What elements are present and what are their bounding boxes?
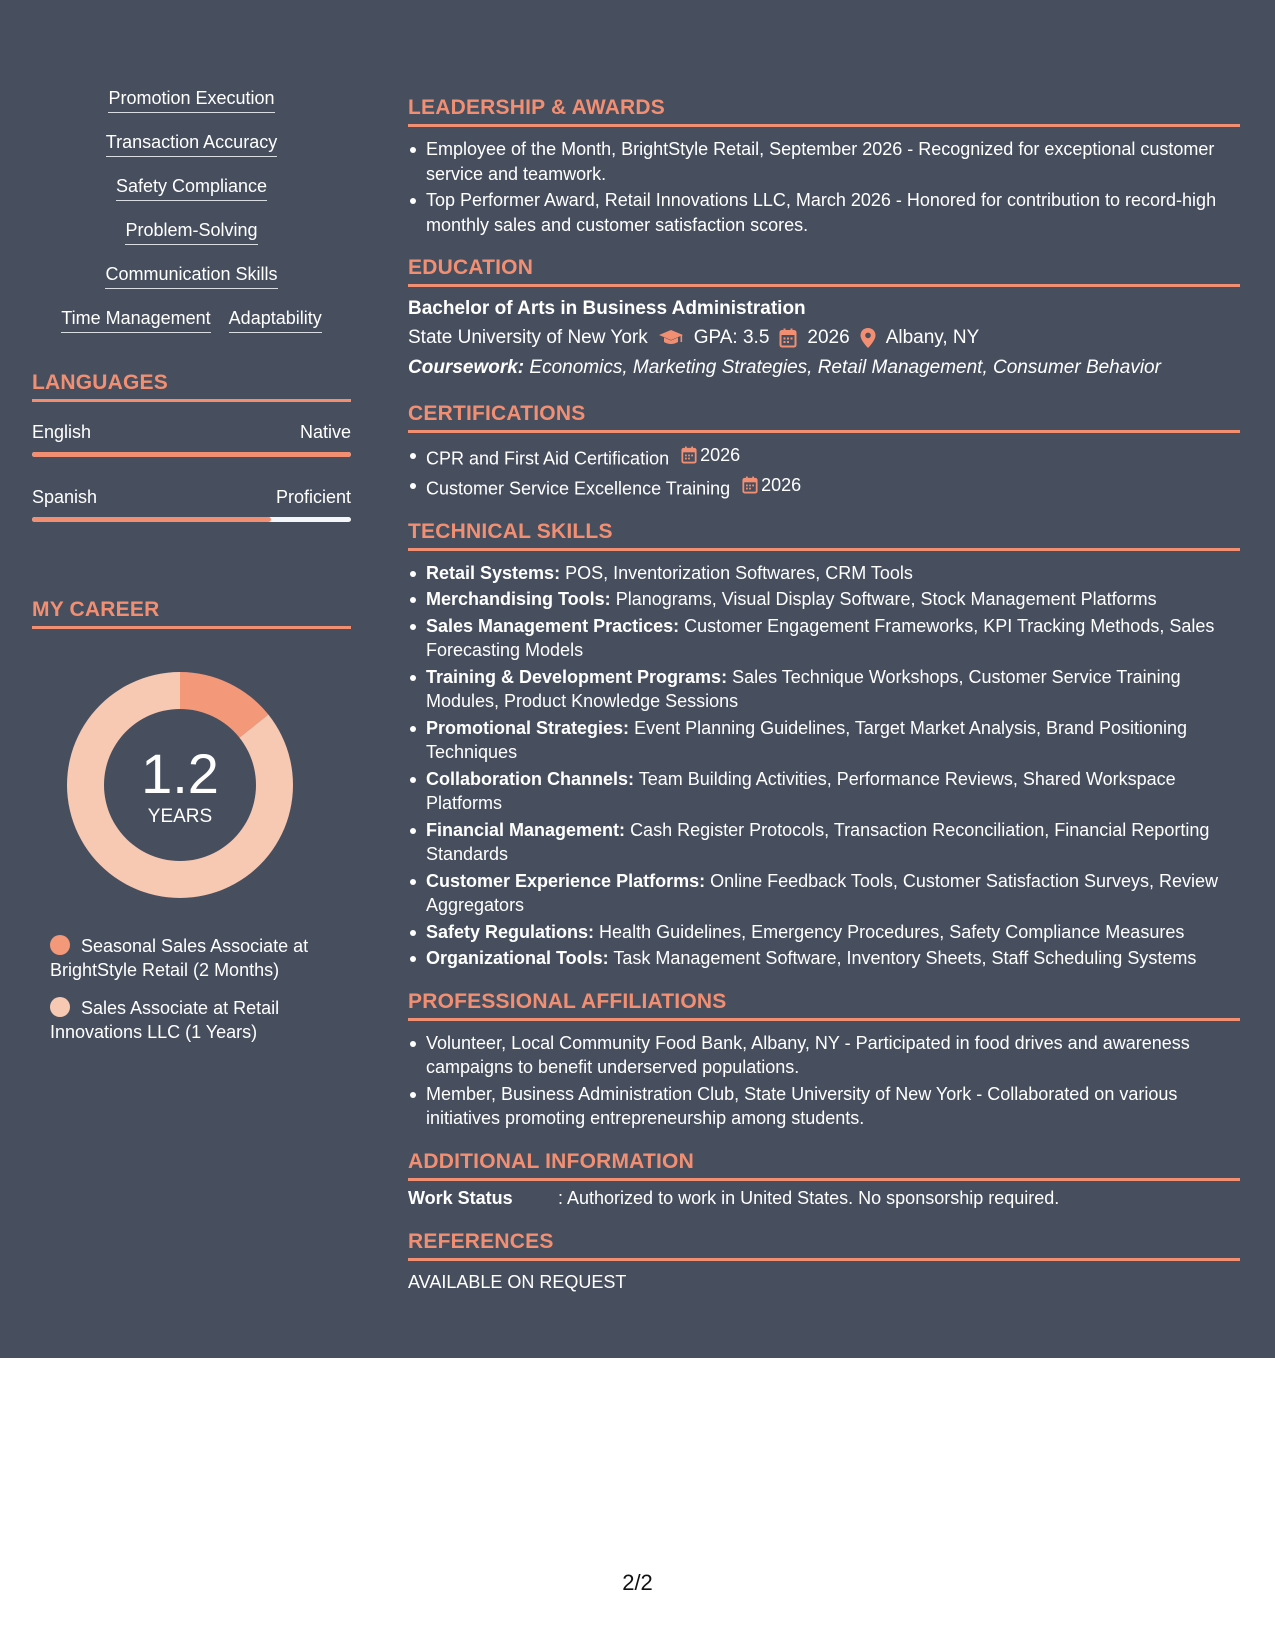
affiliations-section [408,988,1240,1131]
career-donut-chart [67,672,293,898]
skill-detail: Sales Technique Workshops, Customer Service Training Modules, Product Knowledge Sessions [426,666,1181,711]
list-item [408,716,1240,765]
technical-skills-section [408,518,1240,971]
education-coursework [408,353,1240,383]
additional-info-title: ADDITIONAL INFORMATION [408,1148,1240,1181]
list-item [408,614,1240,663]
skill-row [32,218,351,245]
certification-name: Customer Service Excellence Training [426,478,731,498]
skill-category: Safety Regulations: [426,921,595,942]
work-status-row [408,1185,1240,1211]
legend-label: Seasonal Sales Associate at BrightStyle Retail (2 Months) [50,936,309,980]
certification-date [681,443,740,468]
skill-row [32,174,351,201]
language-level: Proficient [275,487,351,507]
references-section [408,1228,1240,1295]
certifications-title: CERTIFICATIONS [408,400,1240,433]
education-school: State University of New York [408,327,648,348]
education-year: 2026 [807,327,850,348]
location-pin-icon [860,328,876,348]
left-column [32,86,351,1058]
list-item [408,920,1240,945]
language-level-bar [32,452,351,457]
skill-tag: Safety Compliance [116,174,267,201]
language-level-bar [32,517,351,522]
skill-detail: Cash Register Protocols, Transaction Reconciliation, Financial Reporting Standards [426,819,1210,864]
languages-section [32,369,351,522]
leadership-title: LEADERSHIP & AWARDS [408,94,1240,127]
list-item: Top Performer Award, Retail Innovations LLC, March 2026 - Honored for contribution to record-high monthly sales and customer satisfaction scores. [408,188,1240,237]
skill-row [32,306,351,333]
page-number: 2/2 [622,1570,653,1595]
career-legend-item [50,934,351,982]
list-item [408,587,1240,612]
skill-detail: Task Management Software, Inventory Sheets, Staff Scheduling Systems [613,948,1197,968]
certifications-section [408,400,1240,501]
list-item: Employee of the Month, BrightStyle Retail, September 2026 - Recognized for exceptional customer service and teamwork. [408,137,1240,186]
certification-year: 2026 [761,474,802,495]
career-legend-item [50,996,351,1044]
list-item: Member, Business Administration Club, State University of New York - Collaborated on various initiatives promoting entrepreneurship among students. [408,1082,1240,1131]
language-name: Spanish [32,487,98,507]
language-level-fill [32,452,351,457]
technical-skills-title: TECHNICAL SKILLS [408,518,1240,551]
career-section [32,596,351,1044]
legend-label: Sales Associate at Retail Innovations LLC (1 Years) [50,998,280,1042]
work-status-value: : Authorized to work in United States. No sponsorship required. [558,1187,1060,1208]
skill-row [32,130,351,157]
skill-tag: Time Management [61,306,210,333]
skill-tag: Transaction Accuracy [106,130,277,157]
certification-year: 2026 [700,445,741,465]
skill-category: Sales Management Practices: [426,615,680,636]
language-level-fill [32,517,271,522]
skill-category: Collaboration Channels: [426,768,635,789]
work-status-label: Work Status [408,1187,513,1208]
education-location: Albany, NY [885,327,980,348]
education-section [408,254,1240,383]
skill-detail: Customer Engagement Frameworks, KPI Tracking Methods, Sales Forecasting Models [426,615,1215,660]
skill-detail: Team Building Activities, Performance Reviews, Shared Workspace Platforms [426,768,1176,813]
list-item [408,869,1240,918]
education-title: EDUCATION [408,254,1240,287]
list-item [408,443,1240,471]
skill-tag: Adaptability [229,306,322,333]
language-level: Native [299,422,351,442]
skill-category: Financial Management: [426,819,626,840]
additional-info-section [408,1148,1240,1211]
graduation-cap-icon [658,329,684,347]
coursework-text: Economics, Marketing Strategies, Retail Management, Consumer Behavior [529,357,1161,378]
skill-detail: Planograms, Visual Display Software, Stock Management Platforms [615,589,1157,609]
skill-row [32,86,351,113]
donut-center [67,672,293,898]
skill-category: Merchandising Tools: [426,589,611,609]
legend-dot-icon [50,997,70,1017]
skill-category: Organizational Tools: [426,948,609,968]
references-text: AVAILABLE ON REQUEST [408,1271,627,1292]
list-item: Volunteer, Local Community Food Bank, Albany, NY - Participated in food drives and awareness campaigns to benefit underserved populations. [408,1031,1240,1080]
skill-detail: Health Guidelines, Emergency Procedures, Safety Compliance Measures [599,921,1185,942]
language-name: English [32,422,92,442]
skill-row [32,262,351,289]
list-item [408,665,1240,714]
technical-skills-list [408,561,1240,971]
career-title: MY CAREER [32,596,351,629]
certification-name: CPR and First Aid Certification [426,448,670,469]
skill-detail: POS, Inventorization Softwares, CRM Tools [565,562,913,583]
career-legend [32,934,351,1044]
education-degree: Bachelor of Arts in Business Administration [408,298,806,319]
list-item [408,767,1240,816]
language-item [32,485,351,522]
certifications-list [408,443,1240,501]
skill-detail: Online Feedback Tools, Customer Satisfaction Surveys, Review Aggregators [426,870,1219,915]
skill-tag: Problem-Solving [125,218,257,245]
leadership-list [408,137,1240,237]
list-item [408,473,1240,501]
skill-category: Promotional Strategies: [426,717,630,738]
calendar-icon [742,476,758,494]
skills-list [32,86,351,333]
list-item [408,946,1240,971]
skill-tag: Communication Skills [105,262,277,289]
languages-title: LANGUAGES [32,369,351,402]
affiliations-title: PROFESSIONAL AFFILIATIONS [408,988,1240,1021]
leadership-section [408,94,1240,237]
education-gpa: GPA: 3.5 [693,327,770,348]
calendar-icon [779,328,797,348]
right-column [408,94,1240,1312]
skill-detail: Event Planning Guidelines, Target Market Analysis, Brand Positioning Techniques [426,717,1188,762]
education-details [408,323,1240,353]
affiliations-list [408,1031,1240,1131]
certification-date [742,473,801,498]
career-total-value: 1.2 [141,742,219,805]
legend-dot-icon [50,935,70,955]
coursework-label: Coursework: [408,357,525,378]
references-title: REFERENCES [408,1228,1240,1261]
language-item [32,420,351,457]
skill-category: Customer Experience Platforms: [426,870,706,891]
skill-category: Retail Systems: [426,562,561,583]
list-item [408,818,1240,867]
career-total-unit: YEARS [147,806,213,827]
list-item [408,561,1240,586]
skill-tag: Promotion Execution [108,86,274,113]
calendar-icon [681,446,697,464]
skill-category: Training & Development Programs: [426,666,728,687]
